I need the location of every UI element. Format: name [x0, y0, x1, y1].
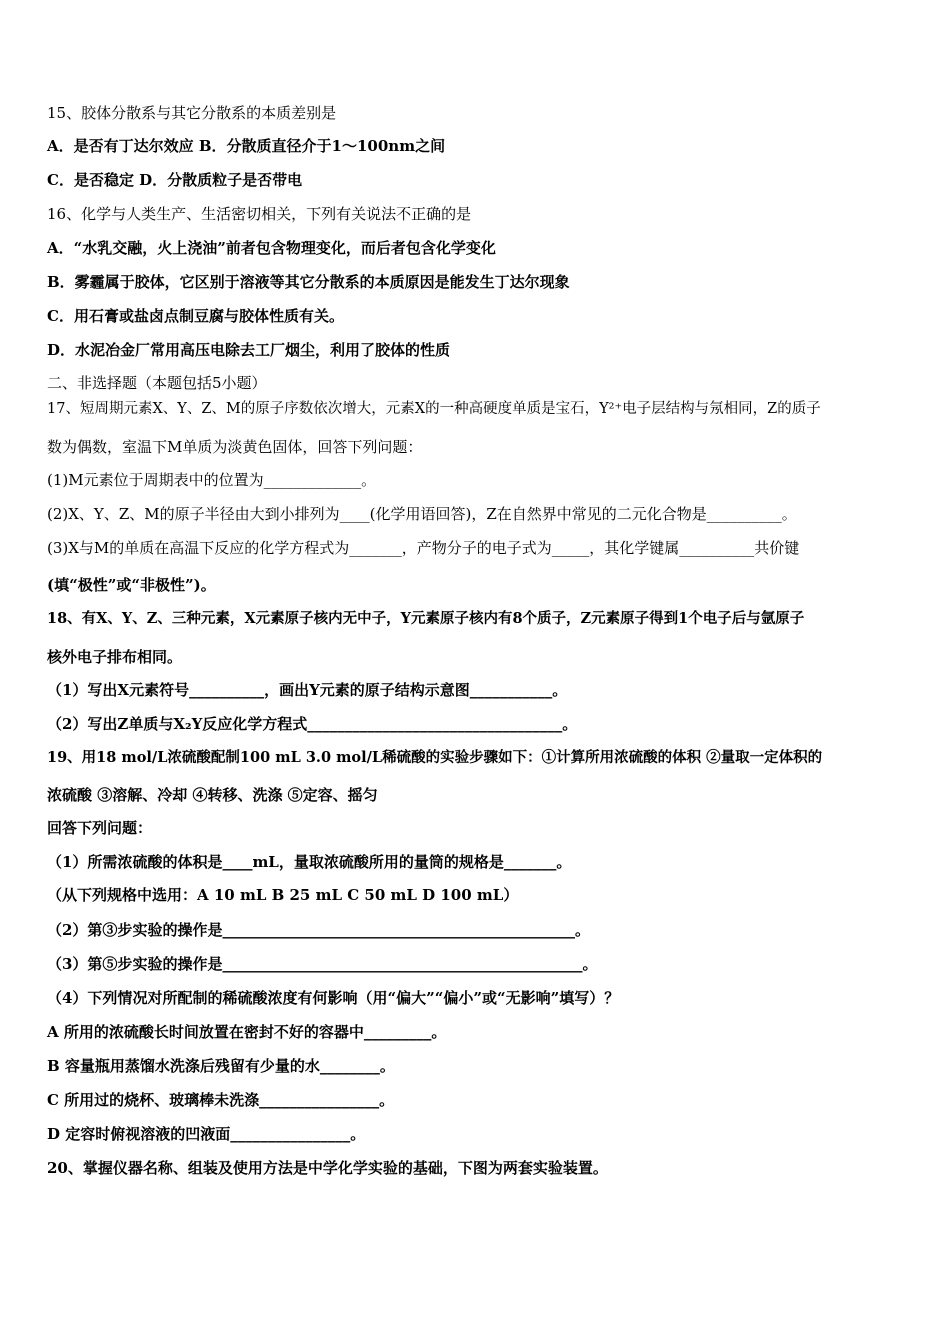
q15-options-ab: A．是否有丁达尔效应 B．分散质直径介于1～100nm之间 — [47, 137, 446, 155]
q19-part4-a: A 所用的浓硫酸长时间放置在密封不好的容器中_________。 — [47, 1023, 447, 1041]
q17-part1: (1)M元素位于周期表中的位置为_____________。 — [47, 471, 377, 489]
q16-option-a: A．“水乳交融，火上浇油”前者包含物理变化，而后者包含化学变化 — [47, 239, 496, 257]
q17-part3-cont: (填“极性”或“非极性”)。 — [47, 576, 216, 594]
q15-options-cd: C．是否稳定 D．分散质粒子是否带电 — [47, 171, 303, 189]
q19-part4-c: C 所用过的烧杯、玻璃棒未洗涤________________。 — [47, 1091, 395, 1109]
q18-part2: （2）写出Z单质与X₂Y反应化学方程式__________________________________。 — [47, 715, 578, 733]
q17-stem-line2: 数为偶数，室温下M单质为淡黄色固体，回答下列问题： — [47, 438, 423, 456]
q20-stem: 20、掌握仪器名称、组装及使用方法是中学化学实验的基础，下图为两套实验装置。 — [47, 1159, 608, 1177]
section-heading: 二、非选择题（本题包括5小题） — [47, 374, 267, 392]
q16-stem: 16、化学与人类生产、生活密切相关，下列有关说法不正确的是 — [47, 205, 472, 223]
q19-part1: （1）所需浓硫酸的体积是____mL，量取浓硫酸所用的量筒的规格是_______。 — [47, 853, 572, 871]
q17-part2: (2)X、Y、Z、M的原子半径由大到小排列为____(化学用语回答)，Z在自然界中常见的二元化合物是__________。 — [47, 505, 797, 523]
q19-part4-d: D 定容时俯视溶液的凹液面________________。 — [47, 1125, 366, 1143]
q19-prompt: 回答下列问题： — [47, 819, 153, 837]
q19-part1-options: （从下列规格中选用：A 10 mL B 25 mL C 50 mL D 100 mL） — [47, 886, 519, 904]
q18-stem-line1: 18、有X、Y、Z、三种元素，X元素原子核内无中子，Y元素原子核内有8个质子，Z元素原子得到1个电子后与氩原子 — [47, 610, 805, 627]
q16-option-d: D．水泥冶金厂常用高压电除去工厂烟尘，利用了胶体的性质 — [47, 341, 451, 359]
q15-stem: 15、胶体分散系与其它分散系的本质差别是 — [47, 104, 337, 122]
q17-part3: (3)X与M的单质在高温下反应的化学方程式为_______，产物分子的电子式为_____，其化学键属__________共价键 — [47, 539, 800, 557]
q19-stem-line2: 浓硫酸 ③溶解、冷却 ④转移、洗涤 ⑤定容、摇匀 — [47, 786, 378, 804]
q19-part2: （2）第③步实验的操作是_______________________________________________。 — [47, 921, 590, 939]
q18-stem-line2: 核外电子排布相同。 — [47, 648, 183, 666]
q19-part4: （4）下列情况对所配制的稀硫酸浓度有何影响（用“偏大”“偏小”或“无影响”填写）？ — [47, 989, 620, 1007]
q19-stem-line1: 19、用18 mol/L浓硫酸配制100 mL 3.0 mol/L稀硫酸的实验步骤如下：①计算所用浓硫酸的体积 ②量取一定体积的 — [47, 749, 823, 766]
q17-stem-line1: 17、短周期元素X、Y、Z、M的原子序数依次增大，元素X的一种高硬度单质是宝石，Y²⁺电子层结构与氖相同，Z的质子 — [47, 401, 821, 417]
q19-part4-b: B 容量瓶用蒸馏水洗涤后残留有少量的水________。 — [47, 1057, 395, 1075]
q18-part1: （1）写出X元素符号__________，画出Y元素的原子结构示意图___________。 — [47, 681, 568, 699]
q16-option-c: C．用石膏或盐卤点制豆腐与胶体性质有关。 — [47, 307, 344, 325]
q16-option-b: B．雾霾属于胶体，它区别于溶液等其它分散系的本质原因是能发生丁达尔现象 — [47, 273, 570, 291]
q19-part3: （3）第⑤步实验的操作是________________________________________________。 — [47, 955, 598, 973]
